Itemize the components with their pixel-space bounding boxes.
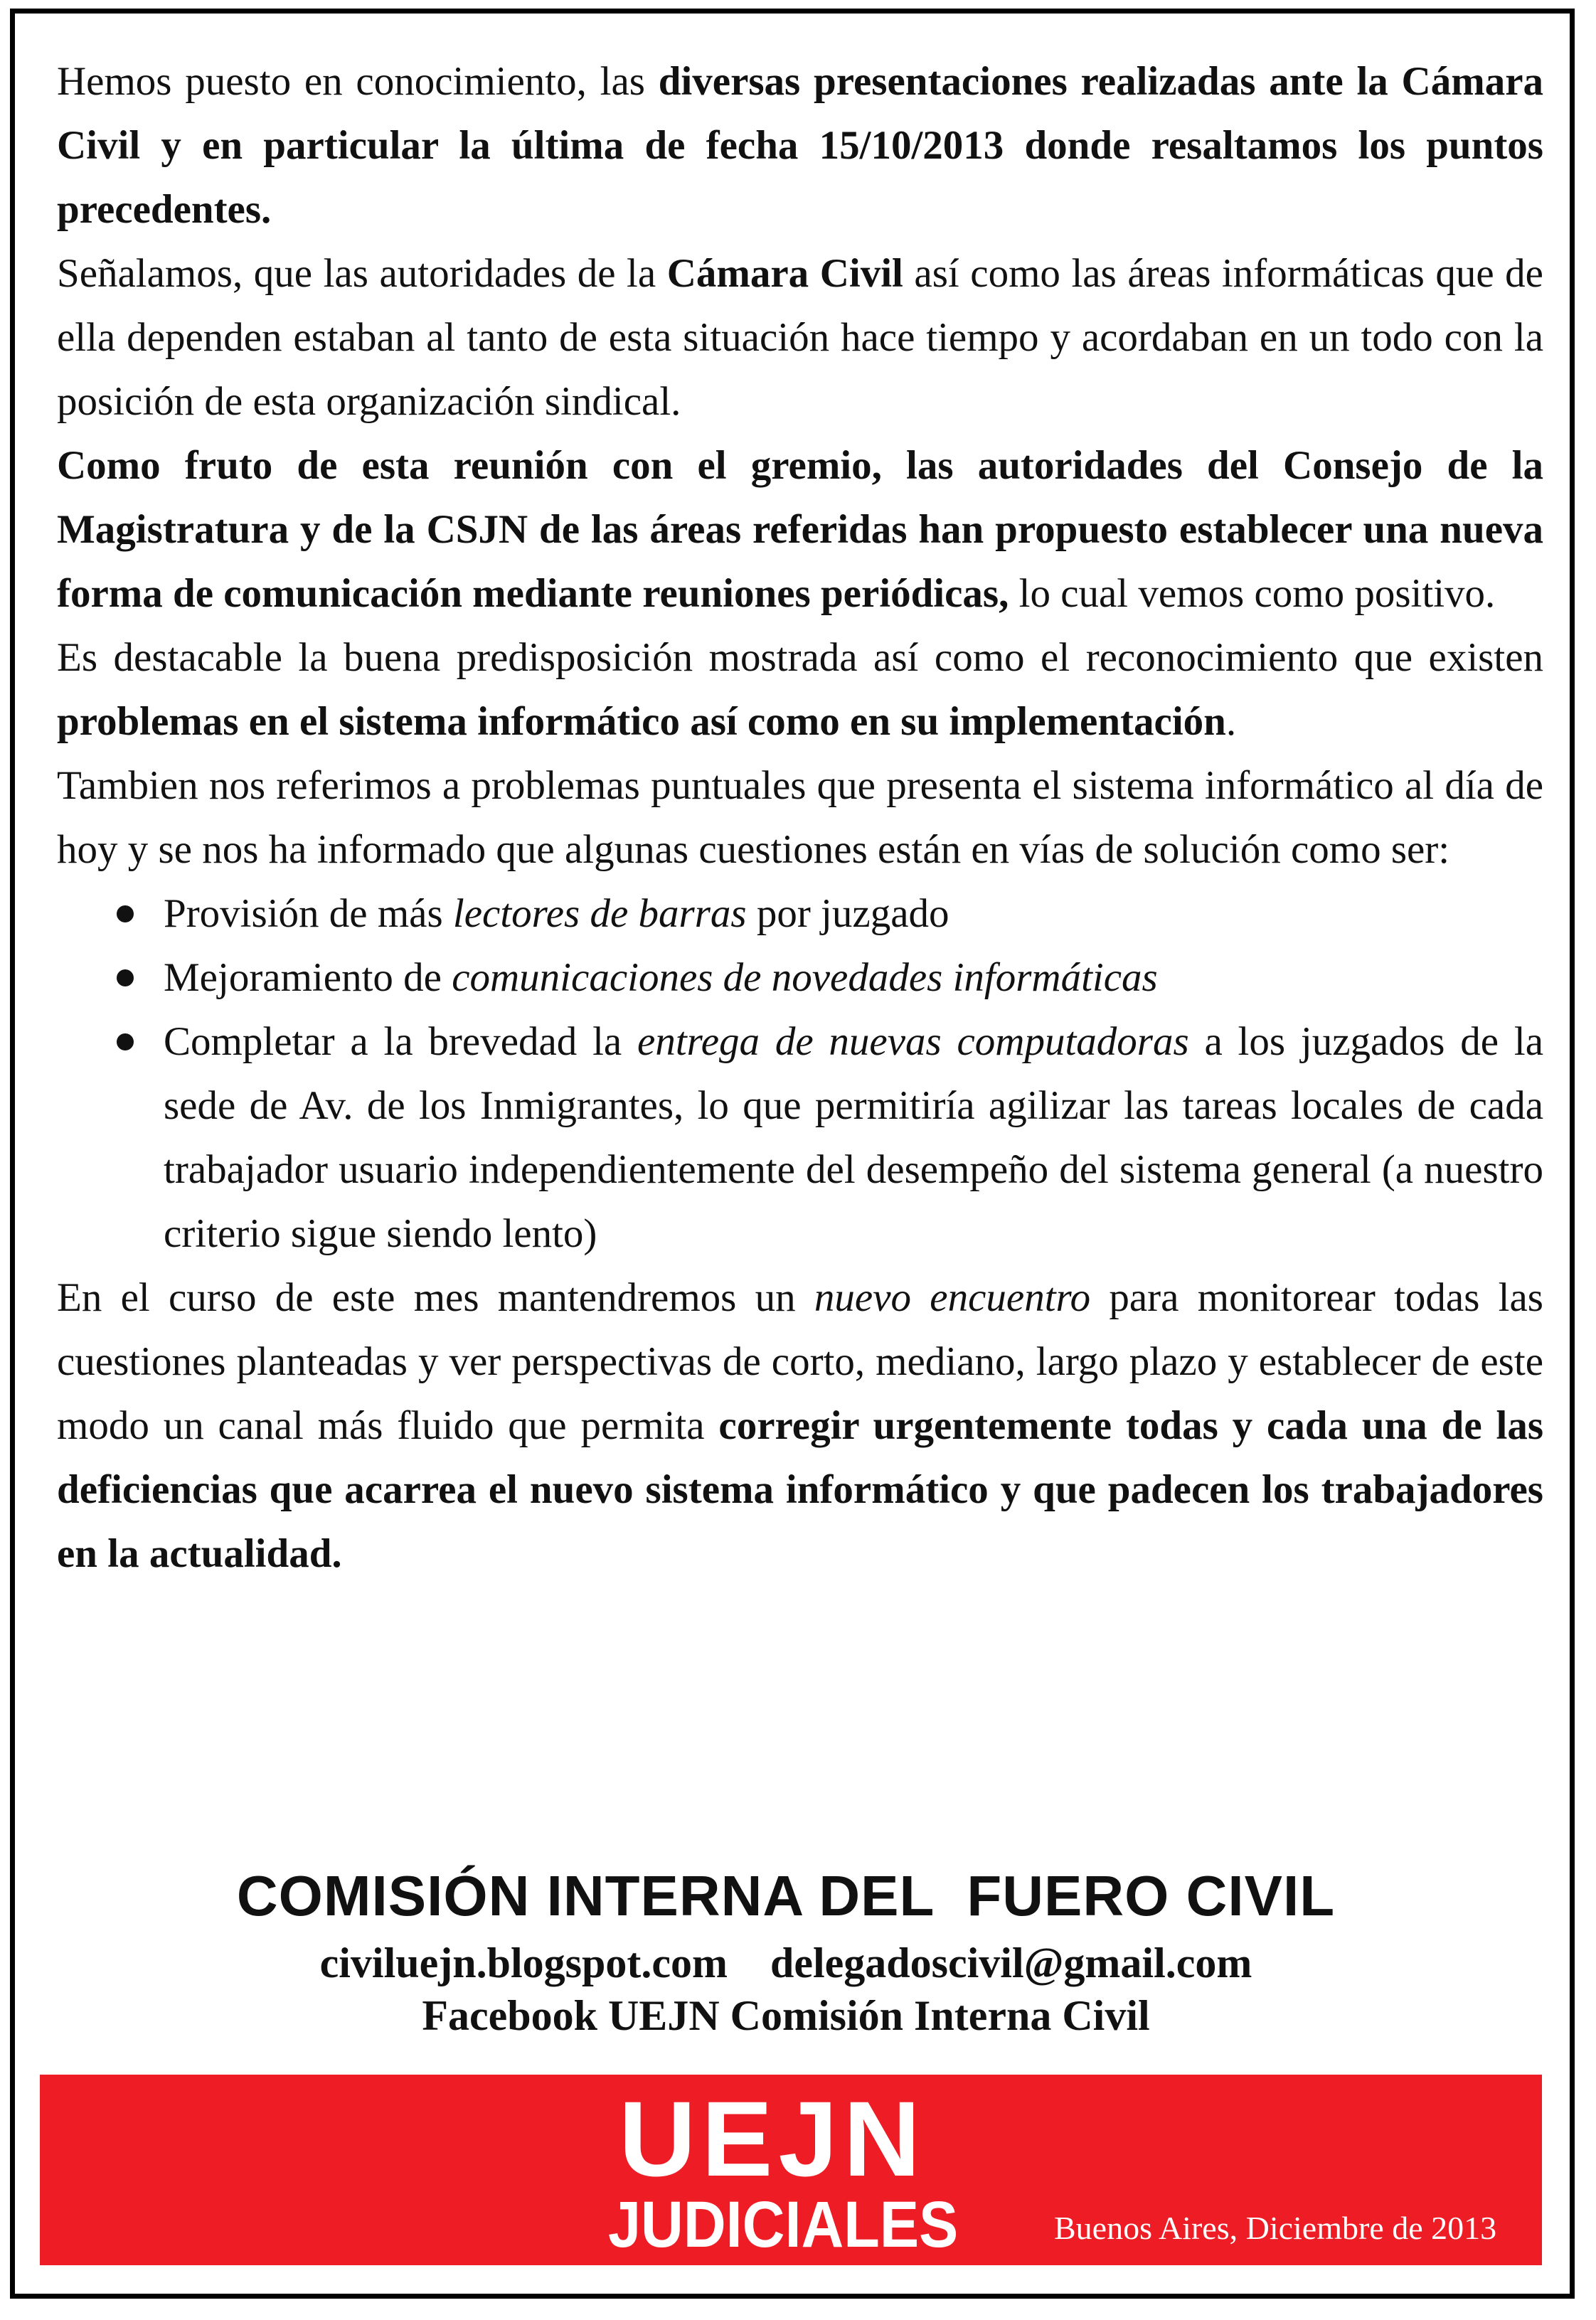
list-item: Completar a la brevedad la entrega de nuevas computadoras a los juzgados de la sede de Av. de los Inmigrantes, lo que permitiría agilizar las tareas locales de cada trabajador usuario independientemente del desempeño del sistema general (a nuestro criterio sigue siendo lento) — [57, 1010, 1543, 1266]
paragraph: Tambien nos referimos a problemas puntuales que presenta el sistema informático al día de hoy y se nos ha informado que algunas cuestiones están en vías de solución como ser: — [57, 763, 1543, 872]
bullet-dot-icon — [117, 969, 134, 986]
bullet-list — [57, 882, 1543, 1266]
list-item: Mejoramiento de comunicaciones de novedades informáticas — [57, 946, 1543, 1010]
paragraph: Hemos puesto en conocimiento, las diversas presentaciones realizadas ante la Cámara Civil y en particular la última de fecha 15/10/2013 donde resaltamos los puntos precedentes. — [57, 59, 1543, 232]
contact-line: civiluejn.blogspot.com delegadoscivil@gmail.com — [319, 1939, 1252, 1986]
document-body — [57, 50, 1543, 1586]
date-line: Buenos Aires, Diciembre de 2013 — [1054, 2210, 1497, 2246]
facebook-line: Facebook UEJN Comisión Interna Civil — [422, 1992, 1150, 2039]
list-item: Provisión de más lectores de barras por juzgado — [57, 882, 1543, 946]
paragraph: Como fruto de esta reunión con el gremio, las autoridades del Consejo de la Magistratura y de la CSJN de las áreas referidas han propuesto establecer una nueva forma de comunicación mediante reuniones periódicas, lo cual vemos como positivo. — [57, 443, 1543, 616]
bullet-dot-icon — [117, 1033, 134, 1050]
judiciales-logo-text: JUDICIALES — [608, 2188, 959, 2261]
closing-paragraph: En el curso de este mes mantendremos un nuevo encuentro para monitorear todas las cuestiones planteadas y ver perspectivas de corto, mediano, largo plazo y establecer de este modo un canal más fluido que permita corregir urgentemente todas y cada una de las deficiencias que acarrea el nuevo sistema informático y que padecen los trabajadores en la actualidad. — [57, 1275, 1543, 1576]
footer-title: COMISIÓN INTERNA DEL FUERO CIVIL — [236, 1864, 1336, 1927]
uejn-logo-text: UEJN — [619, 2079, 927, 2198]
paragraph: Es destacable la buena predisposición mostrada así como el reconocimiento que existen problemas en el sistema informático así como en su implementación. — [57, 635, 1543, 744]
paragraph: Señalamos, que las autoridades de la Cámara Civil así como las áreas informáticas que de ella dependen estaban al tanto de esta situación hace tiempo y acordaban en un todo con la posición de esta organización sindical. — [57, 251, 1543, 424]
bullet-dot-icon — [117, 905, 134, 922]
